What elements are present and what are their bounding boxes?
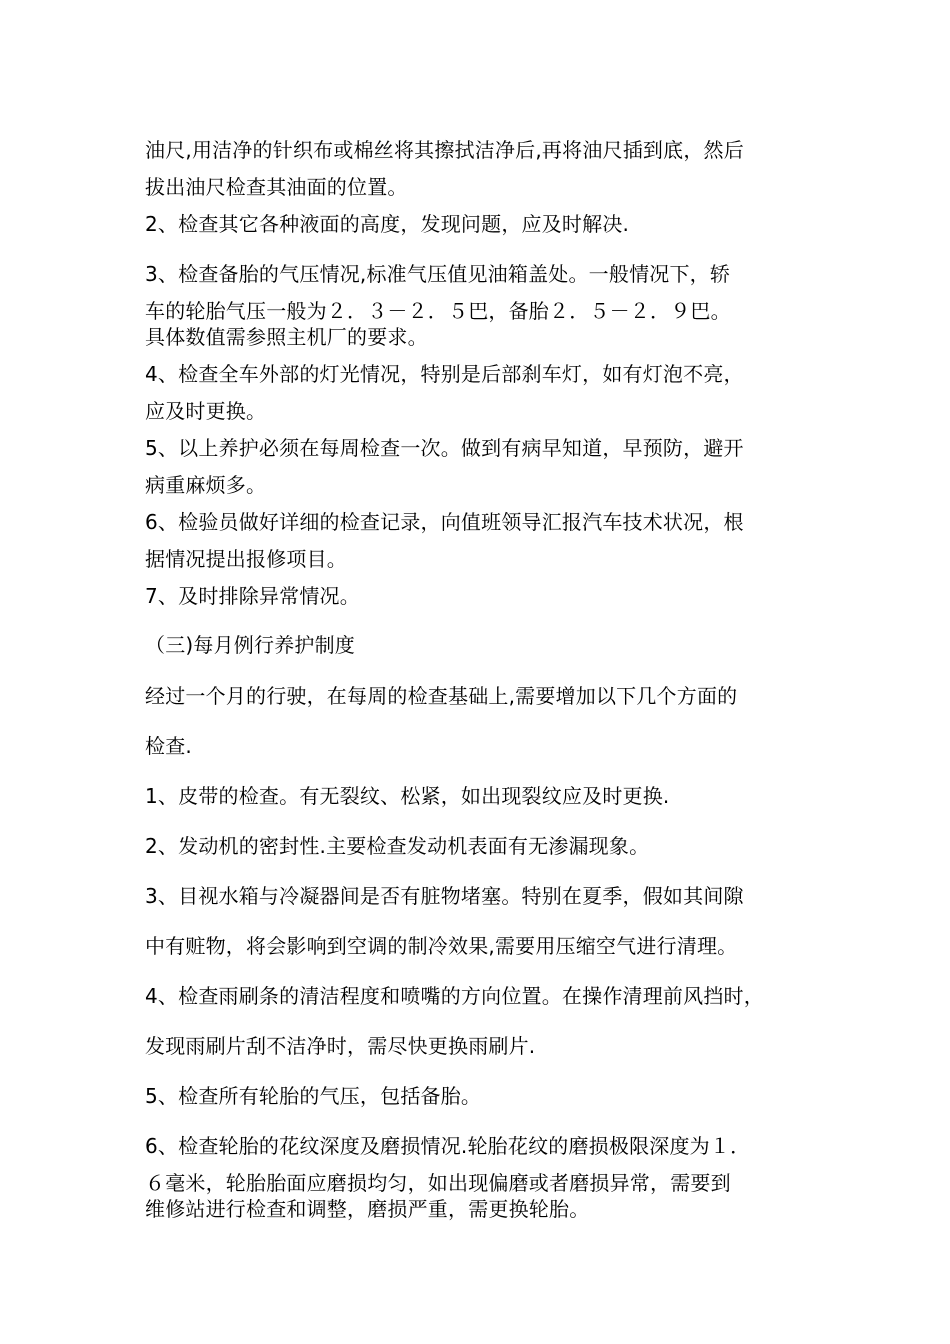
text-line: 3、目视水箱与冷凝器间是否有脏物堵塞。特别在夏季，假如其间隙 bbox=[145, 884, 744, 908]
text-line: 维修站进行检查和调整，磨损严重，需更换轮胎。 bbox=[145, 1197, 590, 1221]
text-line: 4、检查雨刷条的清洁程度和喷嘴的方向位置。在操作清理前风挡时， bbox=[145, 984, 764, 1008]
text-line: 3、检查备胎的气压情况,标准气压值见油箱盖处。一般情况下，轿 bbox=[145, 262, 731, 286]
text-line: 具体数值需参照主机厂的要求。 bbox=[145, 325, 428, 349]
text-line: 6、检验员做好详细的检查记录，向值班领导汇报汽车技术状况，根 bbox=[145, 510, 744, 534]
text-line: 2、发动机的密封性.主要检查发动机表面有无渗漏现象。 bbox=[145, 834, 650, 858]
section-heading: （三)每月例行养护制度 bbox=[145, 633, 356, 657]
text-line: 车的轮胎气压一般为２．３－２．５巴，备胎２．５－２．９巴。 bbox=[145, 299, 731, 323]
text-line: 1、皮带的检查。有无裂纹、松紧，如出现裂纹应及时更换. bbox=[145, 784, 670, 808]
text-line: ６毫米，轮胎胎面应磨损均匀，如出现偏磨或者磨损异常，需要到 bbox=[145, 1171, 731, 1195]
text-line: 中有赃物，将会影响到空调的制冷效果,需要用压缩空气进行清理。 bbox=[145, 934, 738, 958]
text-line: 7、及时排除异常情况。 bbox=[145, 584, 360, 608]
text-line: 油尺,用洁净的针织布或棉丝将其擦拭洁净后,再将油尺插到底，然后 bbox=[145, 138, 744, 162]
text-line: 病重麻烦多。 bbox=[145, 473, 267, 497]
text-line: 5、检查所有轮胎的气压，包括备胎。 bbox=[145, 1084, 482, 1108]
text-line: 4、检查全车外部的灯光情况，特别是后部刹车灯，如有灯泡不亮， bbox=[145, 362, 744, 386]
text-line: 应及时更换。 bbox=[145, 399, 267, 423]
text-line: 6、检查轮胎的花纹深度及磨损情况.轮胎花纹的磨损极限深度为１． bbox=[145, 1134, 751, 1158]
text-line: 拔出油尺检查其油面的位置。 bbox=[145, 175, 408, 199]
text-line: 5、以上养护必须在每周检查一次。做到有病早知道，早预防，避开 bbox=[145, 436, 744, 460]
text-line: 经过一个月的行驶，在每周的检查基础上,需要增加以下几个方面的 bbox=[145, 684, 738, 708]
text-line: 据情况提出报修项目。 bbox=[145, 547, 347, 571]
text-line: 检查. bbox=[145, 734, 192, 758]
text-line: 发现雨刷片刮不洁净时，需尽快更换雨刷片. bbox=[145, 1034, 536, 1058]
text-line: 2、检查其它各种液面的高度，发现问题，应及时解决. bbox=[145, 212, 630, 236]
